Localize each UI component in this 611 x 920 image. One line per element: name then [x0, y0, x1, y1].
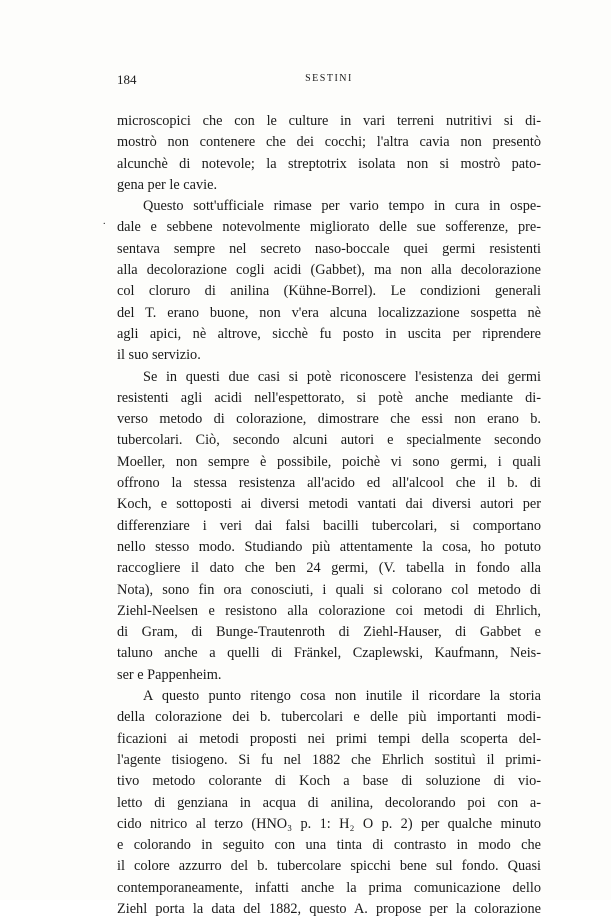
text-line: Moeller, non sempre è possibile, poichè vi sono germi, i quali	[117, 453, 541, 470]
page-header	[117, 72, 541, 92]
text-line: Se in questi due casi si potè riconoscere l'esistenza dei germi	[143, 368, 541, 385]
text-line: raccogliere il dato che ben 24 germi, (V. tabella in fondo alla	[117, 560, 541, 577]
text-line: il suo servizio.	[117, 347, 201, 364]
text-line: ficazioni ai metodi proposti nei primi tempi della scoperta del-	[117, 730, 541, 747]
text-line: resistenti agli acidi nell'espettorato, si potè anche mediante di-	[117, 389, 541, 406]
text-line: Questo sott'ufficiale rimase per vario tempo in cura in ospe-	[143, 198, 541, 215]
text-line: col cloruro di anilina (Kühne-Borrel). Le condizioni generali	[117, 283, 541, 300]
text-line: ser e Pappenheim.	[117, 666, 222, 683]
text-line: taluno anche a quelli di Fränkel, Czaplewski, Kaufmann, Neis-	[117, 645, 541, 662]
text-line: differenziare i veri dai falsi bacilli tubercolari, si comportano	[117, 517, 541, 534]
text-line: il colore azzurro del b. tubercolare spicchi bene sul fondo. Quasi	[117, 858, 541, 875]
running-head: SESTINI	[305, 73, 353, 84]
text-line: gena per le cavie.	[117, 176, 218, 193]
text-line: cido nitrico al terzo (HNO₃ p. 1: H₂ O p. 2) per qualche minuto	[117, 815, 541, 832]
text-line: A questo punto ritengo cosa non inutile il ricordare la storia	[143, 688, 541, 705]
text-line: dale e sebbene notevolmente migliorato delle sue sofferenze, pre-	[117, 219, 541, 236]
text-line: nello stesso modo. Studiando più attentamente la cosa, ho potuto	[117, 538, 541, 555]
text-line: alla decolorazione cogli acidi (Gabbet), ma non alla decolorazione	[117, 262, 541, 279]
text-line: tubercolari. Ciò, secondo alcuni autori e specialmente secondo	[117, 432, 541, 449]
body-text	[117, 111, 541, 920]
text-line: Koch, e sottoposti ai diversi metodi vantati dai diversi autori per	[117, 496, 541, 513]
text-line: del T. erano buone, non v'era alcuna localizzazione sospetta nè	[117, 304, 541, 321]
margin-mark: .	[103, 216, 106, 227]
page-number: 184	[117, 72, 137, 87]
text-line: di Gram, di Bunge-Trautenroth di Ziehl-Hauser, di Gabbet e	[117, 624, 541, 641]
text-line: contemporaneamente, infatti anche la prima comunicazione dello	[117, 879, 541, 896]
text-line: agli apici, nè altrove, sicchè fu posto in uscita per riprendere	[117, 325, 541, 342]
text-line: offrono la stessa resistenza all'acido ed all'alcool che il b. di	[117, 475, 541, 492]
text-line: Ziehl porta la data del 1882, questo A. propose per la colorazione	[117, 900, 541, 917]
text-line: alcunchè di notevole; la streptotrix isolata non si mostrò pato-	[117, 155, 541, 172]
text-line: e colorando in seguito con una tinta di contrasto in modo che	[117, 837, 541, 854]
text-line: microscopici che con le culture in vari terreni nutritivi si di-	[117, 113, 541, 129]
text-line: verso metodo di colorazione, dimostrare che essi non erano b.	[117, 411, 541, 428]
text-line: l'agente tisiogeno. Si fu nel 1882 che Ehrlich sostituì il primi-	[117, 751, 541, 768]
text-line: tivo metodo colorante di Koch a base di soluzione di vio-	[117, 773, 541, 790]
text-line: mostrò non contenere che dei cocchi; l'altra cavia non presentò	[117, 134, 541, 151]
text-line: Nota), sono fin ora conosciuti, i quali si colorano col metodo di	[117, 581, 541, 598]
text-line: della colorazione dei b. tubercolari e delle più importanti modi-	[117, 709, 541, 726]
text-line: letto di genziana in acqua di anilina, decolorando poi con a-	[117, 794, 541, 811]
text-line: sentava sempre nel secreto naso-boccale quei germi resistenti	[117, 240, 541, 257]
text-line: Ziehl-Neelsen e resistono alla colorazione coi metodi di Ehrlich,	[117, 602, 541, 619]
